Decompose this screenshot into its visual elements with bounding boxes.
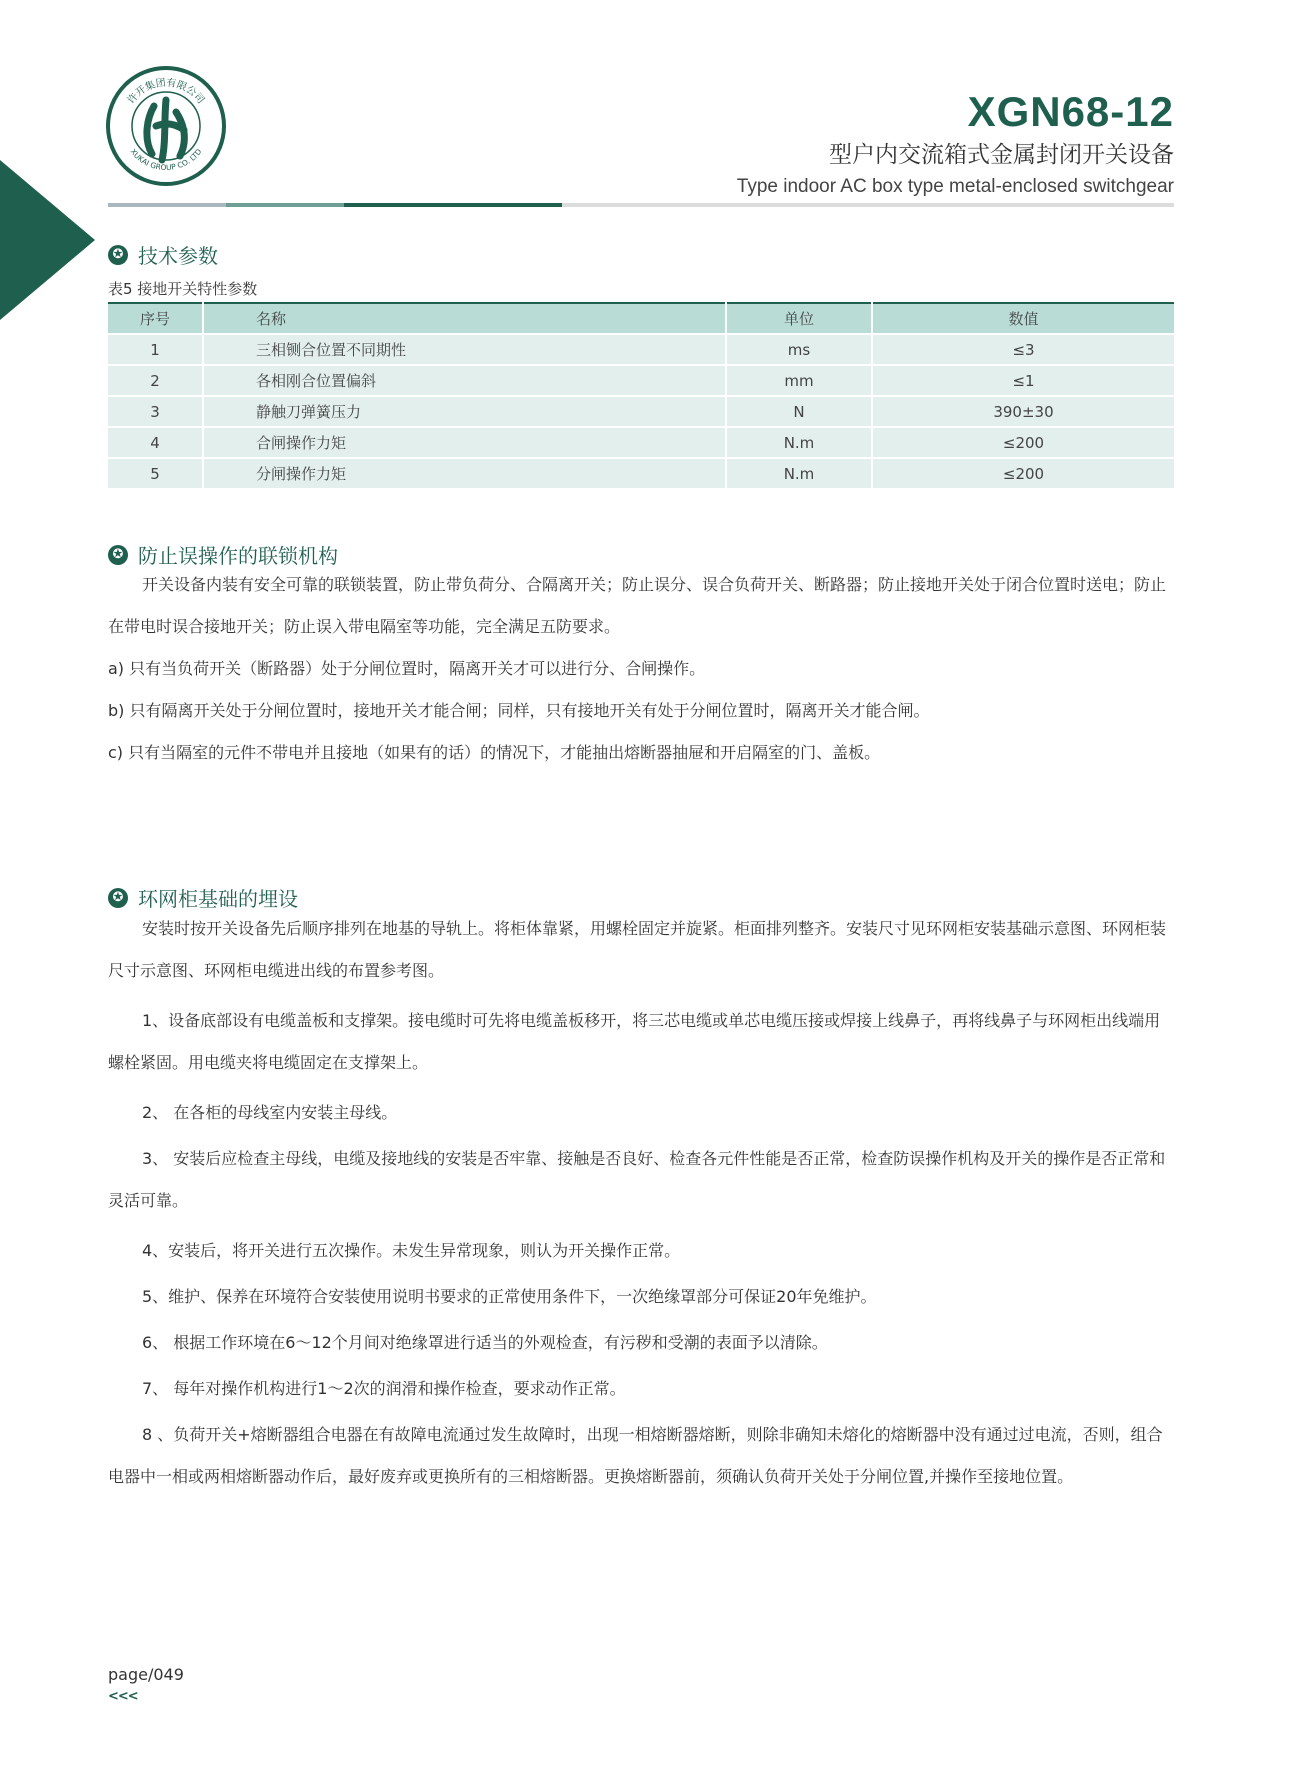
header-divider — [108, 203, 1174, 207]
table-caption: 表5 接地开关特性参数 — [108, 280, 258, 298]
table-row — [108, 365, 1174, 396]
row-index: 1 — [108, 334, 203, 365]
row-value: ≤1 — [872, 365, 1174, 396]
title-english: Type indoor AC box type metal-enclosed switchgear — [736, 176, 1174, 197]
row-index: 3 — [108, 396, 203, 427]
table-row — [108, 427, 1174, 458]
row-value: 390±30 — [872, 396, 1174, 427]
interlock-item-a: a) 只有当负荷开关（断路器）处于分闸位置时，隔离开关才可以进行分、合闸操作。 — [108, 659, 706, 678]
col-header-unit: 单位 — [726, 303, 872, 334]
company-logo — [104, 64, 228, 188]
row-name: 三相铡合位置不同期性 — [203, 334, 726, 365]
foundation-item-4: 4、安装后，将开关进行五次操作。未发生异常现象，则认为开关操作正常。 — [142, 1241, 681, 1260]
row-index: 2 — [108, 365, 203, 396]
table-row — [108, 396, 1174, 427]
page-number: page/049 — [108, 1665, 184, 1684]
row-value: ≤200 — [872, 427, 1174, 458]
interlock-item-c: c) 只有当隔室的元件不带电并且接地（如果有的话）的情况下，才能抽出熔断器抽屉和开启隔室的门、盖板。 — [108, 743, 881, 762]
interlock-paragraph: 开关设备内装有安全可靠的联锁装置，防止带负荷分、合隔离开关；防止误分、误合负荷开关、断路器；防止接地开关处于闭合位置时送电；防止在带电时误合接地开关；防止误入带电隔室等功能，完全满足五防要求。 — [108, 575, 1167, 636]
page-footer — [108, 1664, 184, 1708]
logo-text-en: XUKAI GROUP CO. LTD — [128, 147, 204, 173]
row-unit: N.m — [726, 458, 872, 488]
row-name: 静触刀弹簧压力 — [203, 396, 726, 427]
foundation-item-3: 3、 安装后应检查主母线，电缆及接地线的安装是否牢靠、接触是否良好、检查各元件性能是否正常，检查防误操作机构及开关的操作是否正常和灵活可靠。 — [108, 1149, 1166, 1210]
row-unit: mm — [726, 365, 872, 396]
row-unit: N — [726, 396, 872, 427]
model-number: XGN68-12 — [967, 88, 1174, 135]
table-row — [108, 334, 1174, 365]
foundation-item-1: 1、设备底部设有电缆盖板和支撑架。接电缆时可先将电缆盖板移开，将三芯电缆或单芯电缆压接或焊接上线鼻子，再将线鼻子与环网柜出线端用螺栓紧固。用电缆夹将电缆固定在支撑架上。 — [108, 1011, 1161, 1072]
row-unit: ms — [726, 334, 872, 365]
logo-text: 许开集团有限公司 — [125, 77, 207, 107]
table-row — [108, 458, 1174, 488]
foundation-item-6: 6、 根据工作环境在6～12个月间对绝缘罩进行适当的外观检查，有污秽和受潮的表面予以清除。 — [142, 1333, 828, 1352]
section-title-foundation: ✪ 环网柜基础的埋设 — [108, 883, 298, 912]
row-unit: N.m — [726, 427, 872, 458]
star-icon: ✪ — [108, 545, 128, 565]
document-header — [737, 88, 1174, 200]
foundation-item-7: 7、 每年对操作机构进行1～2次的润滑和操作检查，要求动作正常。 — [142, 1379, 626, 1398]
row-index: 5 — [108, 458, 203, 488]
col-header-value: 数值 — [872, 303, 1174, 334]
row-value: ≤3 — [872, 334, 1174, 365]
foundation-paragraph: 安装时按开关设备先后顺序排列在地基的导轨上。将柜体靠紧，用螺栓固定并旋紧。柜面排列整齐。安装尺寸见环网柜安装基础示意图、环网柜装尺寸示意图、环网柜电缆进出线的布置参考图。 — [108, 919, 1167, 980]
table-header-row — [108, 303, 1174, 334]
foundation-item-2: 2、 在各柜的母线室内安装主母线。 — [142, 1103, 398, 1122]
title-chinese: 型户内交流箱式金属封闭开关设备 — [829, 142, 1174, 168]
row-name: 分闸操作力矩 — [203, 458, 726, 488]
row-name: 各相刚合位置偏斜 — [203, 365, 726, 396]
section-title-tech-params: ✪ 技术参数 — [108, 240, 218, 269]
corner-triangle-decoration — [0, 160, 95, 320]
col-header-name: 名称 — [203, 303, 726, 334]
col-header-index: 序号 — [108, 303, 203, 334]
star-icon: ✪ — [108, 888, 128, 908]
star-icon: ✪ — [108, 245, 128, 265]
foundation-item-5: 5、维护、保养在环境符合安装使用说明书要求的正常使用条件下，一次绝缘罩部分可保证20年免维护。 — [142, 1287, 877, 1306]
interlock-item-b: b) 只有隔离开关处于分闸位置时，接地开关才能合闸；同样，只有接地开关有处于分闸位置时，隔离开关才能合闸。 — [108, 701, 930, 720]
row-index: 4 — [108, 427, 203, 458]
foundation-item-8: 8 、负荷开关+熔断器组合电器在有故障电流通过发生故障时，出现一相熔断器熔断，则除非确知未熔化的熔断器中没有通过过电流，否则，组合电器中一相或两相熔断器动作后，最好废弃或更换所有的三相熔断器。更换熔断器前，须确认负荷开关处于分闸位置,并操作至接地位置。 — [108, 1425, 1163, 1486]
earthing-switch-params-table — [108, 302, 1174, 488]
row-value: ≤200 — [872, 458, 1174, 488]
section-title-interlock: ✪ 防止误操作的联锁机构 — [108, 540, 338, 569]
back-arrows-icon: <<< — [108, 1689, 138, 1704]
row-name: 合闸操作力矩 — [203, 427, 726, 458]
